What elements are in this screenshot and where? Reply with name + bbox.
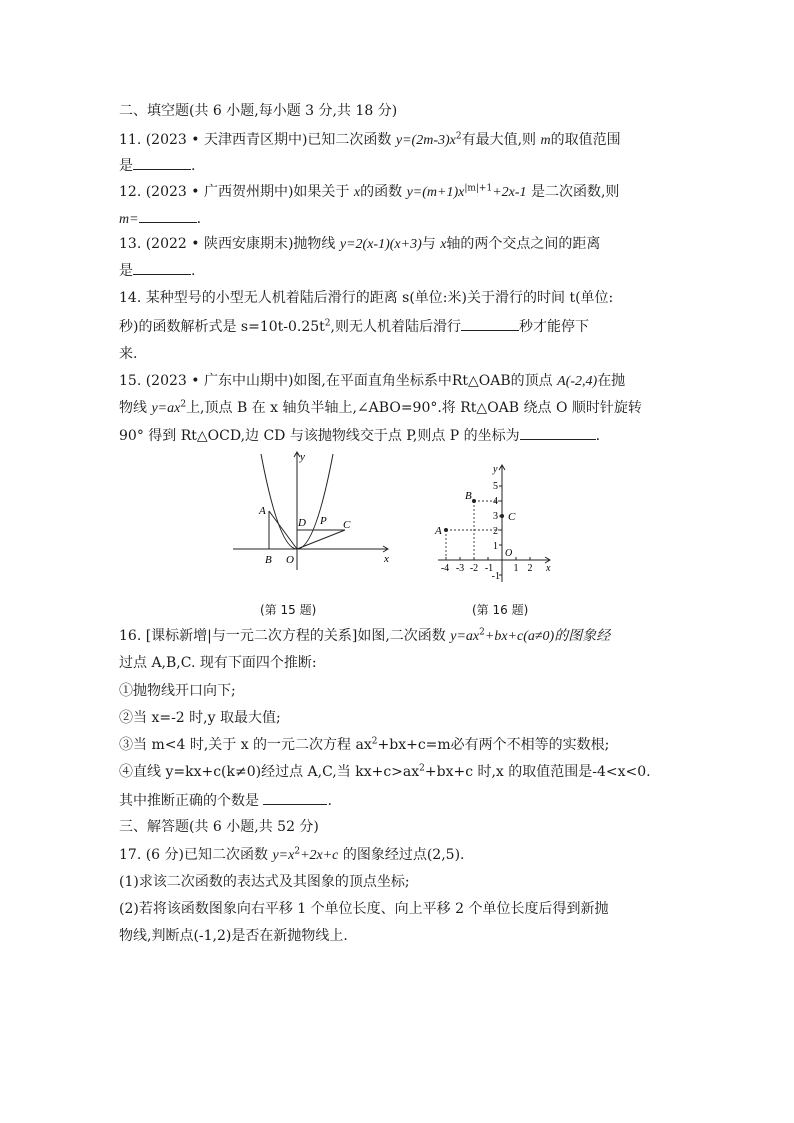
fig16-ytick-4: 4	[493, 496, 498, 507]
question-15-cont	[119, 398, 642, 419]
q15-line2c: 上,顶点 B 在 x 轴负半轴上,∠ABO=90°.将 Rt△OAB 绕点 O 顺时针旋转	[186, 400, 642, 416]
q15-line3b: .	[595, 428, 601, 444]
q15-line1c: 在抛	[597, 373, 626, 389]
answer-blank-16[interactable]	[263, 790, 327, 805]
figure-15-caption: (第 15 题)	[260, 603, 317, 617]
answer-blank-15[interactable]	[520, 425, 596, 440]
fig16-label-b: B	[465, 490, 472, 502]
question-15	[119, 371, 625, 392]
fig15-label-y: y	[300, 451, 305, 463]
answer-blank-13[interactable]	[133, 260, 191, 275]
q16-judgment-4	[119, 762, 651, 782]
q12-line2: m=	[119, 212, 139, 227]
fig16-point-c	[500, 514, 504, 518]
fig16-ytick-5: 5	[493, 481, 498, 492]
q16-j3-exponent: 2	[371, 736, 378, 747]
q16-judgment-2: ②当 x=-2 时,y 取最大值;	[119, 710, 281, 726]
q16-line1a: 16. [课标新增|与一元二次方程的关系]如图,二次函数	[119, 628, 451, 644]
q12-function: y=(m+1)x	[406, 185, 465, 200]
fig16-xtick-neg3: -3	[455, 563, 465, 574]
q15-exponent: 2	[180, 399, 187, 410]
question-16-cont: 过点 A,B,C. 现有下面四个推断:	[119, 655, 317, 671]
q17-part-1: (1)求该二次函数的表达式及其图象的顶点坐标;	[119, 874, 410, 890]
q13-variable: x	[440, 237, 447, 252]
q11-variable: m	[540, 133, 551, 148]
question-11	[119, 130, 621, 151]
fig15-label-c: C	[343, 519, 351, 531]
answer-blank-12[interactable]	[139, 208, 197, 223]
question-16-ask: 其中推断正确的个数是 .	[119, 790, 332, 811]
q12-suffix: 是二次函数,则	[526, 184, 620, 200]
fig16-point-a	[444, 528, 448, 532]
fig16-ytick-2: 2	[493, 526, 498, 537]
fig15-label-o: O	[286, 554, 294, 566]
fig16-ytick-3: 3	[493, 511, 498, 522]
q15-point-a: A(-2,4)	[557, 374, 598, 389]
fig16-label-y: y	[493, 464, 498, 475]
fig16-xtick-neg2: -2	[469, 563, 479, 574]
q14-line2b: ,则无人机着陆后滑行	[330, 319, 461, 335]
q13-mid: 与	[421, 236, 441, 252]
q16-j3a: ③当 m<4 时,关于 x 的一元二次方程 ax	[119, 737, 372, 753]
fig15-label-a: A	[259, 505, 266, 517]
fig15-label-p: P	[320, 515, 327, 527]
q17-function: y=x	[272, 848, 295, 863]
question-11-cont: 是 .	[119, 155, 195, 176]
q11-mid: 有最大值,则	[461, 132, 541, 148]
question-14: 14. 某种型号的小型无人机着陆后滑行的距离 s(单位:米)关于滑行的时间 t(单位:	[119, 290, 614, 306]
q16-judgment-1: ①抛物线开口向下;	[119, 683, 236, 699]
q17-line1a: 17. (6 分)已知二次函数	[119, 847, 273, 863]
q13-line2: 是	[119, 263, 133, 279]
fig16-xtick-neg4: -4	[440, 563, 450, 574]
q12-mid: 的函数	[360, 184, 407, 200]
fig16-label-c: C	[508, 511, 516, 523]
question-14-end: 来.	[119, 346, 138, 362]
fig16-label-x: x	[546, 563, 551, 574]
fig15-segment-oc	[297, 530, 345, 549]
question-16	[119, 626, 610, 647]
section-fill-in-heading: 二、填空题(共 6 小题,每小题 3 分,共 18 分)	[119, 103, 398, 119]
q16-judgment-3	[119, 735, 609, 755]
figure-15	[230, 448, 395, 573]
q11-suffix: 的取值范围	[550, 132, 621, 148]
question-15-end	[119, 425, 600, 446]
q15-line1a: 15. (2023 • 广东中山期中)如图,在平面直角坐标系中Rt△OAB的顶点	[119, 373, 558, 389]
q17-exponent: 2	[294, 846, 301, 857]
fig16-xtick-2: 2	[527, 563, 533, 574]
q16-j4a: ④直线 y=kx+c(k≠0)经过点 A,C,当 kx+c>ax	[119, 764, 420, 780]
q16-j4-exponent: 2	[419, 763, 425, 774]
answer-blank-14[interactable]	[461, 316, 519, 331]
fig16-label-a: A	[435, 525, 442, 537]
fig16-ytick-1: 1	[493, 541, 498, 552]
q13-suffix: 轴的两个交点之间的距离	[446, 236, 601, 252]
q15-function: y=ax	[151, 401, 181, 416]
q14-line2a: 秒)的函数解析式是 s=10t-0.25t	[119, 319, 325, 335]
q12-tail: +2x-1	[492, 185, 527, 200]
q12-exponent: |m|+1	[464, 183, 493, 194]
fig16-ytick-neg1: -1	[491, 571, 500, 582]
q17-line1d: 的图象经过点(2,5).	[338, 847, 465, 863]
question-12	[119, 182, 619, 203]
q12-variable: x	[353, 185, 361, 200]
q13-prefix: 13. (2022 • 陕西安康期末)抛物线	[119, 236, 340, 252]
question-14-cont	[119, 316, 589, 337]
question-17	[119, 845, 464, 866]
fig16-xtick-neg1: -1	[484, 563, 494, 574]
q15-line3a: 90° 得到 Rt△OCD,边 CD 与该抛物线交于点 P,则点 P 的坐标为	[119, 428, 520, 444]
figure-16-caption: (第 16 题)	[472, 603, 529, 617]
fig15-label-b: B	[265, 554, 272, 566]
question-13	[119, 234, 600, 255]
q17-part-2-cont: 物线,判断点(-1,2)是否在新抛物线上.	[119, 928, 348, 944]
q17-function-tail: +2x+c	[300, 848, 339, 863]
q11-exponent: 2	[455, 131, 462, 142]
answer-blank-11[interactable]	[133, 155, 191, 170]
q11-line2: 是	[119, 158, 133, 174]
fig16-xtick-1: 1	[513, 563, 519, 574]
q16-ask: 其中推断正确的个数是	[119, 793, 264, 809]
figure-16	[434, 462, 560, 590]
question-13-cont: 是 .	[119, 260, 195, 281]
q11-prefix: 11. (2023 • 天津西青区期中)已知二次函数	[119, 132, 396, 148]
q16-exponent: 2	[479, 627, 485, 638]
q17-part-2: (2)若将该函数图象向右平移 1 个单位长度、向上平移 2 个单位长度后得到新抛	[119, 901, 609, 917]
question-12-cont: m= .	[119, 208, 201, 230]
fig15-label-d: D	[298, 517, 306, 529]
q13-function: y=2(x-1)(x+3)	[339, 237, 422, 252]
q16-j3b: +bx+c=m必有两个不相等的实数根;	[377, 737, 610, 753]
q14-line2c: 秒才能停下	[518, 319, 589, 335]
q14-exponent: 2	[324, 318, 331, 329]
section-solve-heading: 三、解答题(共 6 小题,共 52 分)	[119, 819, 319, 835]
q16-line1c: +bx+c(a≠0)的图象经	[484, 629, 611, 644]
q11-function: y=(2m-3)x	[395, 133, 456, 148]
fig16-label-o: O	[505, 548, 513, 559]
q16-function: y=ax	[450, 629, 480, 644]
fig16-point-b	[472, 499, 476, 503]
q12-prefix: 12. (2023 • 广西贺州期中)如果关于	[119, 184, 354, 200]
q15-line2a: 物线	[119, 400, 152, 416]
q16-j4b: +bx+c 时,x 的取值范围是-4<x<0.	[424, 764, 651, 780]
fig15-label-x: x	[384, 553, 389, 565]
fig15-segment-ao	[269, 511, 297, 549]
